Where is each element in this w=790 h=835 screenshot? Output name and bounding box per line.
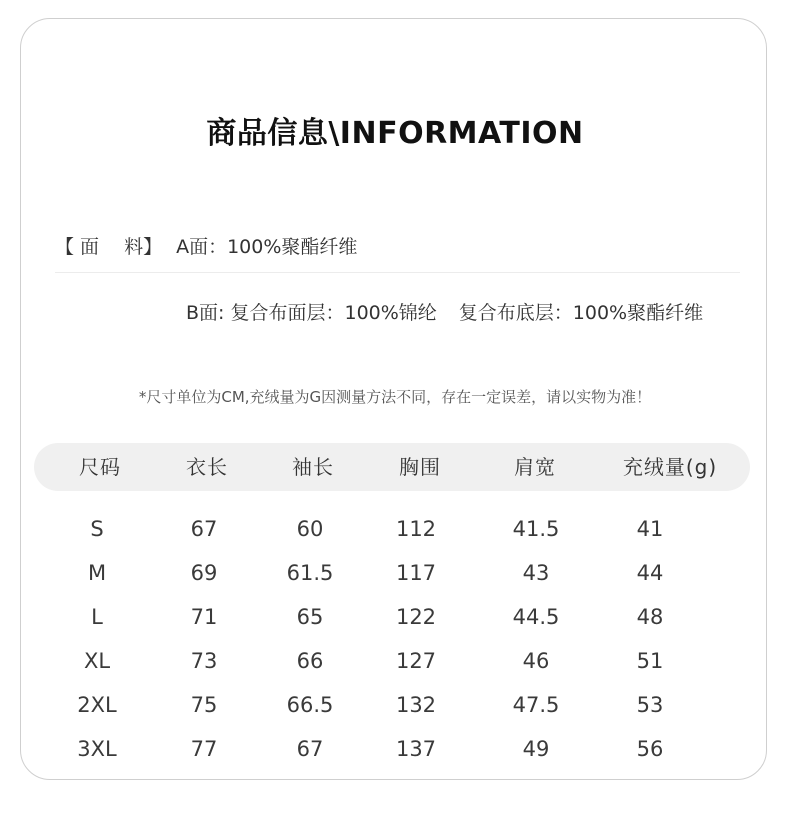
header-chest: 胸围	[399, 455, 441, 479]
table-cell: 44.5	[512, 605, 560, 629]
table-cell: 53	[636, 693, 664, 717]
table-cell: 41	[636, 517, 664, 541]
table-cell: 2XL	[77, 693, 117, 717]
table-row	[0, 514, 790, 544]
table-cell: 75	[190, 693, 218, 717]
table-cell: 112	[395, 517, 437, 541]
table-cell: 56	[636, 737, 664, 761]
table-cell: XL	[83, 649, 111, 673]
header-shoulder: 肩宽	[514, 455, 556, 479]
divider	[55, 272, 740, 273]
table-cell: 60	[296, 517, 324, 541]
table-cell: 122	[395, 605, 437, 629]
table-row	[0, 734, 790, 764]
table-cell: 132	[395, 693, 437, 717]
table-cell: 46	[522, 649, 550, 673]
table-cell: S	[90, 517, 104, 541]
table-cell: 48	[636, 605, 664, 629]
fabric-b-base: 复合布底层：100%聚酯纤维	[458, 302, 704, 324]
table-row	[0, 558, 790, 588]
table-cell: 66.5	[286, 693, 334, 717]
header-length: 衣长	[186, 455, 228, 479]
table-cell: 71	[190, 605, 218, 629]
table-cell: 3XL	[77, 737, 117, 761]
table-cell: 65	[296, 605, 324, 629]
header-fill-weight: 充绒量(g)	[622, 455, 718, 479]
fabric-a-text: A面：100%聚酯纤维	[176, 236, 358, 258]
table-cell: L	[91, 605, 103, 629]
table-cell: 61.5	[286, 561, 334, 585]
table-cell: M	[87, 561, 107, 585]
table-cell: 66	[296, 649, 324, 673]
table-cell: 51	[636, 649, 664, 673]
table-cell: 49	[522, 737, 550, 761]
table-cell: 117	[395, 561, 437, 585]
table-cell: 73	[190, 649, 218, 673]
fabric-b-face: B面: 复合布面层：100%锦纶	[186, 302, 437, 324]
table-row	[0, 690, 790, 720]
table-cell: 67	[190, 517, 218, 541]
table-cell: 137	[395, 737, 437, 761]
header-sleeve: 袖长	[292, 455, 334, 479]
fabric-label: 【 面 料】	[55, 236, 163, 258]
table-cell: 67	[296, 737, 324, 761]
table-cell: 44	[636, 561, 664, 585]
header-size: 尺码	[79, 455, 121, 479]
table-cell: 41.5	[512, 517, 560, 541]
size-table-header	[34, 443, 750, 491]
table-cell: 77	[190, 737, 218, 761]
table-row	[0, 646, 790, 676]
page-title: 商品信息\INFORMATION	[206, 116, 584, 151]
fabric-line-b	[186, 298, 703, 325]
fabric-line-a	[55, 232, 357, 259]
measurement-note: *尺寸单位为CM,充绒量为G因测量方法不同，存在一定误差，请以实物为准！	[138, 388, 652, 406]
table-cell: 47.5	[512, 693, 560, 717]
table-cell: 69	[190, 561, 218, 585]
table-cell: 127	[395, 649, 437, 673]
table-cell: 43	[522, 561, 550, 585]
table-row	[0, 602, 790, 632]
